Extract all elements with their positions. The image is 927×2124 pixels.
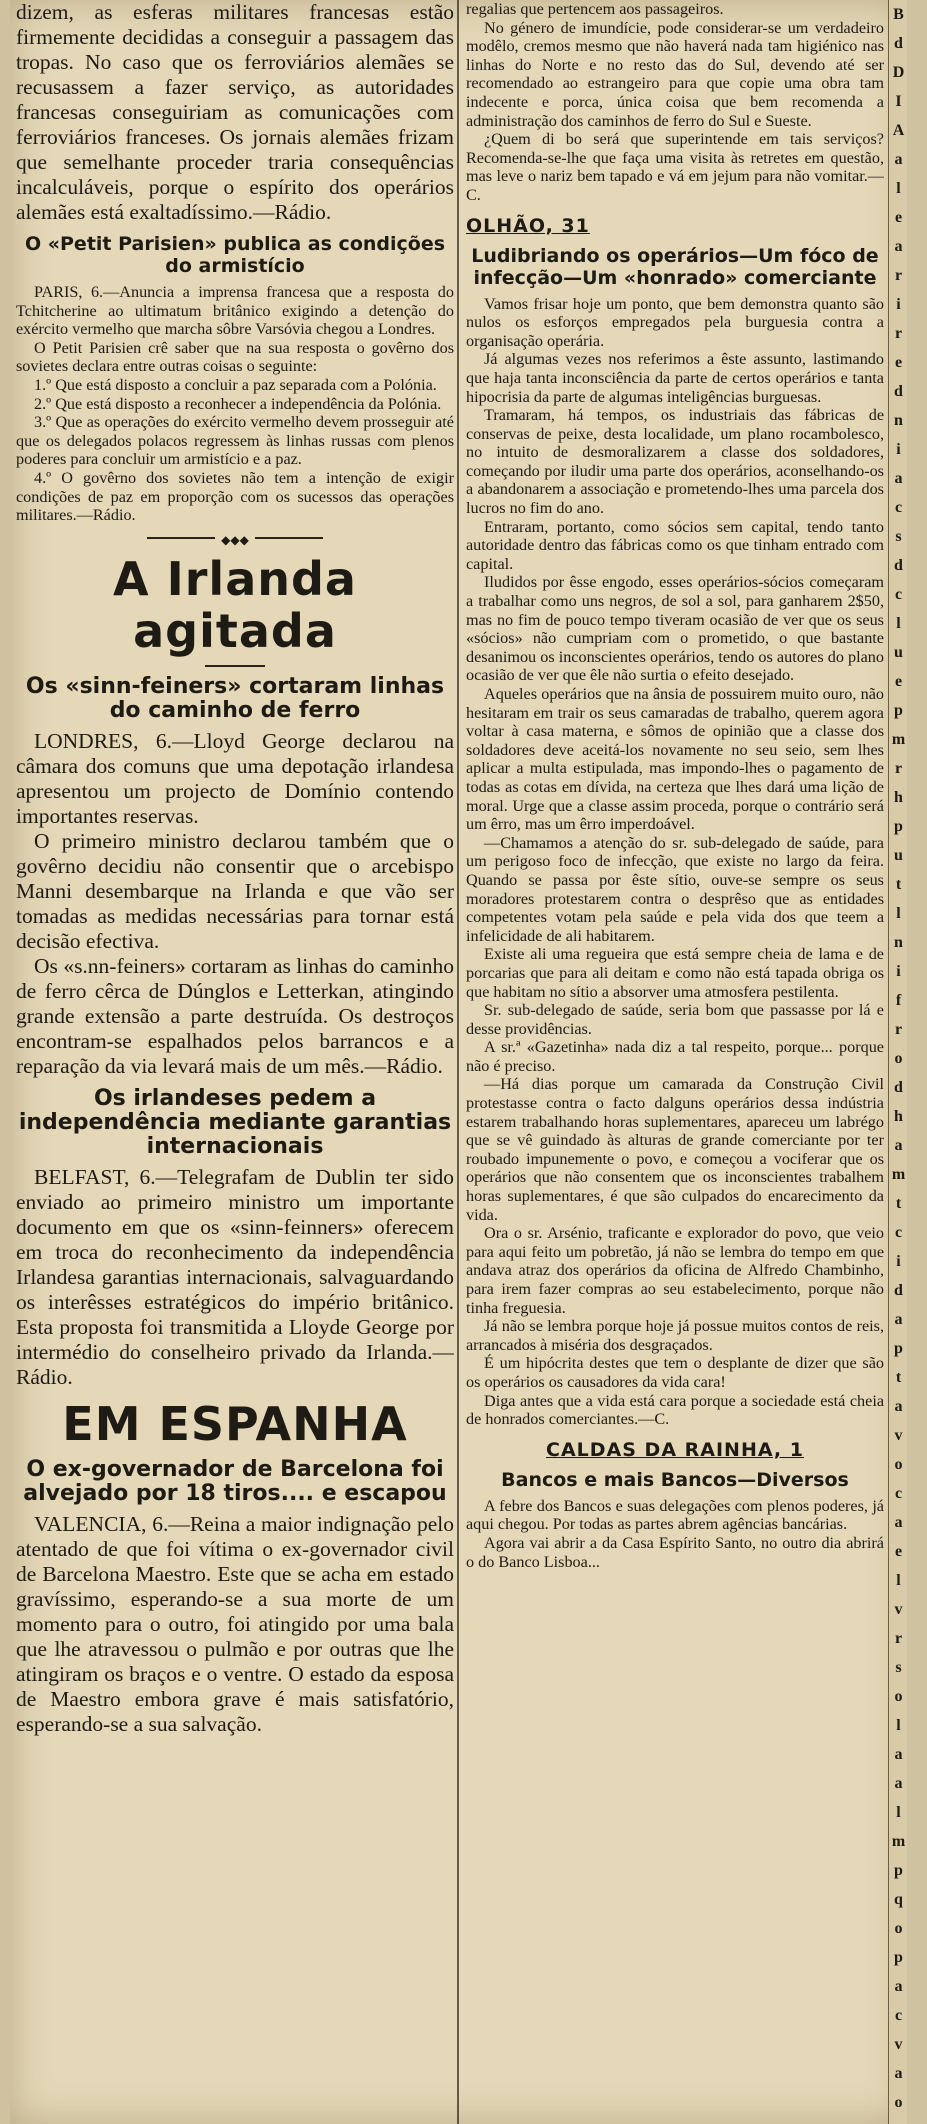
- edge-letter: r: [894, 760, 903, 777]
- londres-paragraph-3: Os «s.nn-feiners» cortaram as linhas do caminho de ferro cêrca de Dúnglos e Letterkan, atingindo grande extensão a parte destruída. Os destroços encontram-se espalhados pelos barrancos e a reparação da via levará mais de um mês.—Rádio.: [16, 953, 454, 1078]
- edge-letter: c: [894, 1485, 903, 1502]
- bancos-headline: Bancos e mais Bancos—Diversos: [501, 1468, 849, 1491]
- olhao-paragraph-3: Tramaram, há tempos, os industriais das fábricas de conservas de peixe, desta localidade, um plano rocambolesco, no intuito de desmoralizarem a classe dos soldadores, começando por iludir uma parte dos operários, aconselhando-os a abandonarem a associação e prometendo-lhes uma parcela dos lucros no fim do ano.: [466, 406, 884, 518]
- sinn-feiners-headline: Os «sinn-feiners» cortaram linhas do caminho de ferro: [25, 673, 445, 723]
- edge-letter: p: [894, 1949, 903, 1966]
- edge-letter: a: [894, 1978, 903, 1995]
- londres-paragraph-1: LONDRES, 6.—Lloyd George declarou na câmara dos comuns que uma depotação irlandesa apresentou um projecto de Domínio contendo importantes reservas.: [16, 728, 454, 828]
- edge-letter: e: [894, 209, 903, 226]
- edge-letter: s: [895, 528, 902, 545]
- edge-letter: e: [894, 354, 903, 371]
- column-rule: [457, 0, 459, 2124]
- edge-letter: a: [894, 1137, 903, 1154]
- edge-letter: l: [896, 615, 901, 632]
- top-paragraph-3: ¿Quem di bo será que superintende em tais serviços? Recomenda-se-lhe que faça uma visita às retretes em questão, mas leve o nariz bem tapado e vá em jejum para não vomitar.—C.: [466, 130, 884, 204]
- belfast-paragraph: BELFAST, 6.—Telegrafam de Dublin ter sido enviado ao primeiro ministro um importante documento em que os «sinn-feinners» oferecem em troca do reconhecimento da independência Irlandesa garantias internacionais, salvaguardando os interêsses estratégicos do império britânico. Esta proposta foi transmitida a Lloyde George por intermédio do conselheiro privado da Irlanda.—Rádio.: [16, 1164, 454, 1389]
- edge-letter: o: [894, 2094, 903, 2111]
- paris-point-3: 3.º Que as operações do exército vermelho devem prosseguir até que os delegados polacos regressem às linhas russas com plenos poderes para concluir um armistício e a paz.: [16, 413, 454, 469]
- short-rule: [205, 665, 265, 667]
- caldas-paragraph-2: Agora vai abrir a da Casa Espírito Santo, no outro dia abrirá o do Banco Lisboa...: [466, 1533, 884, 1571]
- edge-letter: d: [894, 1282, 903, 1299]
- edge-letter: t: [895, 1195, 902, 1212]
- edge-letter: m: [891, 1833, 906, 1850]
- olhao-paragraph-14: É um hipócrita destes que tem o desplante de dizer que são os operários os causadores da vida cara!: [466, 1354, 884, 1391]
- edge-letter: a: [894, 470, 903, 487]
- independence-headline: Os irlandeses pedem a independência mediante garantias internacionais: [18, 1085, 452, 1159]
- olhao-paragraph-15: Diga antes que a vida está cara porque a sociedade está cheia de honrados comerciantes.—C.: [466, 1391, 884, 1429]
- olhao-paragraph-6: Aqueles operários que na ânsia de possuirem muito ouro, não hesitaram em trair os seus camaradas de trabalho, querem agora voltar à casa materna, e sômos de opinião que a classe dos soldadores deve aceitá-los novamente no seu seio, sem lhes aplicar a multa estipulada, mas impondo-lhes o pagamento de todas as cotas em dívida, na certeza que lhes dará uma lição de moral. Urge que a classe assim proceda, porque o contrário será um êrro, mas um êrro imperdoável.: [466, 685, 884, 834]
- paris-paragraph-1: PARIS, 6.—Anuncia a imprensa francesa que a resposta do Tchitcherine ao ultimatum britânico exigindo a detenção do exército vermelho que marcha sôbre Varsóvia chegou a Londres.: [16, 283, 454, 339]
- article-intro-paragraph: dizem, as esferas militares francesas estão firmemente decididas a conseguir a passagem das tropas. No caso que os ferroviários alemães se recusassem a fazer serviço, as autoridades francesas conseguiriam as comunicações com ferroviários franceses. Os jornais alemães frizam que semelhante proceder traria consequências incalculáveis, porque o espírito dos operários alemães está exaltadíssimo.—Rádio.: [16, 0, 454, 224]
- edge-letter: v: [894, 1601, 903, 1618]
- edge-letter: r: [894, 1630, 903, 1647]
- edge-letter: d: [894, 1079, 903, 1096]
- edge-letter: l: [896, 1717, 901, 1734]
- top-paragraph-2: No género de imundície, pode considerar-se um verdadeiro modêlo, cremos mesmo que não haverá nada tam higiénico nas linhas do Norte e no resto das do Sul, devendo até ser recomendado ao estrangeiro para que copie uma obra tam indecente e porca, única coisa que bem recomenda a administração dos caminhos de ferro do Sul e Sueste.: [466, 18, 884, 130]
- edge-letter: i: [896, 296, 901, 313]
- olhao-section-heading: OLHÃO, 31: [466, 214, 590, 237]
- olhao-paragraph-2: Já algumas vezes nos referimos a êste assunto, lastimando que haja tanta inconsciência da parte de certos operários e tanta hipocrisia da parte de algumas inteligências burguesas.: [466, 350, 884, 406]
- edge-letter: a: [894, 1514, 903, 1531]
- espanha-headline: EM ESPANHA: [62, 1396, 408, 1451]
- edge-letter: a: [894, 238, 903, 255]
- edge-letter: d: [894, 557, 903, 574]
- olhao-paragraph-13: Já não se lembra porque hoje já possue muitos contos de reis, arrancados à miséria dos desgraçados.: [466, 1317, 884, 1354]
- olhao-paragraph-9: Sr. sub-delegado de saúde, seria bom que passasse por lá e desse providências.: [466, 1001, 884, 1038]
- irlanda-headline: A Irlanda agitada: [113, 551, 357, 658]
- edge-letter: c: [894, 1224, 903, 1241]
- paris-point-2: 2.º Que está disposto a reconhecer a independência da Polónia.: [34, 394, 442, 413]
- edge-letter: a: [894, 1746, 903, 1763]
- edge-letter: m: [891, 731, 906, 748]
- edge-letter: a: [894, 1311, 903, 1328]
- londres-paragraph-2: O primeiro ministro declarou também que o govêrno decidiu não consentir que o arcebispo Manni desembarque na Irlanda e que vão ser tomadas as medidas necessárias para tornar está decisão efectiva.: [16, 828, 454, 953]
- olhao-paragraph-12: Ora o sr. Arsénio, traficante e explorador do povo, que veio para aqui feito um pobretão, já não se lembra do tempo em que andava atraz dos operários da oficina de Alfredo Chambinho, para irem fazer compras ao seu estabelecimento, porque não tinha freguesia.: [466, 1224, 884, 1317]
- edge-letter: a: [894, 2065, 903, 2082]
- caldas-paragraph-1: A febre dos Bancos e suas delegações com plenos poderes, já aqui chegou. Por todas as partes abrem agências bancárias.: [466, 1496, 884, 1534]
- edge-letter: n: [894, 412, 903, 429]
- edge-letter: d: [894, 35, 903, 52]
- edge-letter: v: [894, 2036, 903, 2053]
- paris-point-4: 4.º O govêrno dos sovietes não tem a intenção de exigir condições de paz em proporção com os sucessos das operações militares.—Rádio.: [16, 468, 454, 525]
- edge-letter: p: [894, 1340, 903, 1357]
- edge-letter: a: [894, 151, 903, 168]
- edge-letter: o: [894, 1920, 903, 1937]
- edge-letter: n: [894, 934, 903, 951]
- edge-letter: p: [894, 818, 903, 835]
- olhao-paragraph-1: Vamos frisar hoje um ponto, que bem demonstra quanto são nulos os esforços empregados pela burguesia contra a organisação operária.: [466, 294, 884, 350]
- edge-letter: e: [894, 1543, 903, 1560]
- olhao-paragraph-4: Entraram, portanto, como sócios sem capital, tendo tanto autoridade dentro das fábricas como os que tinham entrado com capital.: [466, 517, 884, 573]
- caldas-section-heading: CALDAS DA RAINHA, 1: [546, 1438, 804, 1461]
- edge-letter: B: [893, 6, 904, 23]
- edge-letter: o: [894, 1688, 903, 1705]
- edge-letter: I: [895, 93, 902, 110]
- edge-letter: l: [896, 1572, 901, 1589]
- ornament-divider: ◆◆◆: [16, 531, 454, 545]
- edge-letter: D: [892, 64, 905, 81]
- edge-letter: c: [894, 499, 903, 516]
- edge-letter: i: [896, 1253, 901, 1270]
- edge-letter: r: [894, 1021, 903, 1038]
- edge-letter: i: [896, 441, 901, 458]
- edge-letter: l: [896, 1804, 901, 1821]
- edge-letter: p: [894, 702, 903, 719]
- next-column-edge: [888, 0, 907, 2124]
- olhao-paragraph-8: Existe ali uma regueira que está sempre cheia de lama e de porcarias que para ali deitam e como não está tapada obriga os que habitam no sítio a absorver uma atmosfera pestilenta.: [466, 945, 884, 1001]
- paris-paragraph-2: O Petit Parisien crê saber que na sua resposta o govêrno dos sovietes declara entre outras coisas o seguinte:: [16, 338, 454, 376]
- edge-letter: s: [895, 1659, 902, 1676]
- ludibriando-headline: Ludibriando os operários—Um fóco de infecção—Um «honrado» comerciante: [471, 244, 879, 289]
- top-paragraph-1: regalias que pertencem aos passageiros.: [466, 0, 724, 18]
- edge-letter: p: [894, 1862, 903, 1879]
- edge-letter: h: [894, 1108, 903, 1125]
- edge-letter: c: [894, 2007, 903, 2024]
- edge-letter: o: [894, 1456, 903, 1473]
- left-column: [16, 0, 454, 2124]
- olhao-paragraph-7: —Chamamos a atenção do sr. sub-delegado de saúde, para um perigoso foco de infecção, que existe no largo da feira. Quando se passa por êste sítio, ouve-se sempre os seus moradores protestarem contra o desprêso que as entidades competentes votam pela saúde e pela vida dos que teem a infelicidade de ali habitarem.: [466, 833, 884, 945]
- edge-letter: d: [894, 383, 903, 400]
- olhao-paragraph-11: —Há dias porque um camarada da Construção Civil protestasse contra o facto dalguns operários dessa indústria estarem trabalhando horas suplementares, apareceu um labrégo que se vê guindado às alturas de grande comerciante por ter roubado impunemente o povo, e começou a vociferar que os operários que não consentem que os inconscientes trabalhem horas suplementares, é que são culpados do encarecimento da vida.: [466, 1075, 884, 1224]
- newspaper-page: [10, 0, 907, 2124]
- edge-letter: u: [894, 847, 903, 864]
- petit-parisien-headline: O «Petit Parisien» publica as condições do armistício: [24, 233, 446, 277]
- edge-letter: f: [895, 992, 902, 1009]
- edge-letter: l: [896, 905, 901, 922]
- edge-letter: r: [894, 325, 903, 342]
- paris-point-1: 1.º Que está disposto a concluir a paz separada com a Polónia.: [34, 375, 437, 394]
- edge-letter: v: [894, 1427, 903, 1444]
- edge-letter: o: [894, 1050, 903, 1067]
- edge-letter: a: [894, 1775, 903, 1792]
- edge-letter: h: [894, 789, 903, 806]
- edge-letter: c: [894, 586, 903, 603]
- edge-letter: A: [892, 122, 905, 139]
- edge-letter: l: [896, 180, 901, 197]
- olhao-paragraph-5: Iludidos por êsse engodo, esses operários-sócios começaram a trabalhar como uns negros, de sol a sol, para ganharem 2$50, mas no fim de pouco tempo tiveram ocasião de ver que os seus «sócios» não cumpriam com o prometido, o que bastante desanimou os inconscientes operários, tendo os autores do plano ocasião de ver que êle não surtia o efeito desejado.: [466, 573, 884, 685]
- ex-governador-headline: O ex-governador de Barcelona foi alvejado por 18 tiros.... e escapou: [23, 1456, 447, 1506]
- edge-letter: t: [895, 1369, 902, 1386]
- edge-letter: m: [891, 1166, 906, 1183]
- valencia-paragraph: VALENCIA, 6.—Reina a maior indignação pelo atentado de que foi vítima o ex-governador civil de Barcelona Maestro. Este que se acha em estado gravíssimo, esperando-se a sua morte de um momento para o outro, foi atingido por uma bala que lhe atravessou o pulmão e por outras que lhe atingiram os braços e o ventre. O estado da esposa de Maestro embora grave é mais satisfatório, esperando-se a sua salvação.: [16, 1511, 454, 1736]
- edge-letter: i: [896, 963, 901, 980]
- edge-letter: a: [894, 1398, 903, 1415]
- olhao-paragraph-10: A sr.ª «Gazetinha» nada diz a tal respeito, porque... porque não é preciso.: [466, 1038, 884, 1075]
- edge-letter: r: [894, 267, 903, 284]
- edge-letter: e: [894, 673, 903, 690]
- right-column: [466, 0, 884, 2124]
- edge-letter: u: [894, 644, 903, 661]
- edge-letter: q: [894, 1891, 903, 1908]
- edge-letter: t: [895, 876, 902, 893]
